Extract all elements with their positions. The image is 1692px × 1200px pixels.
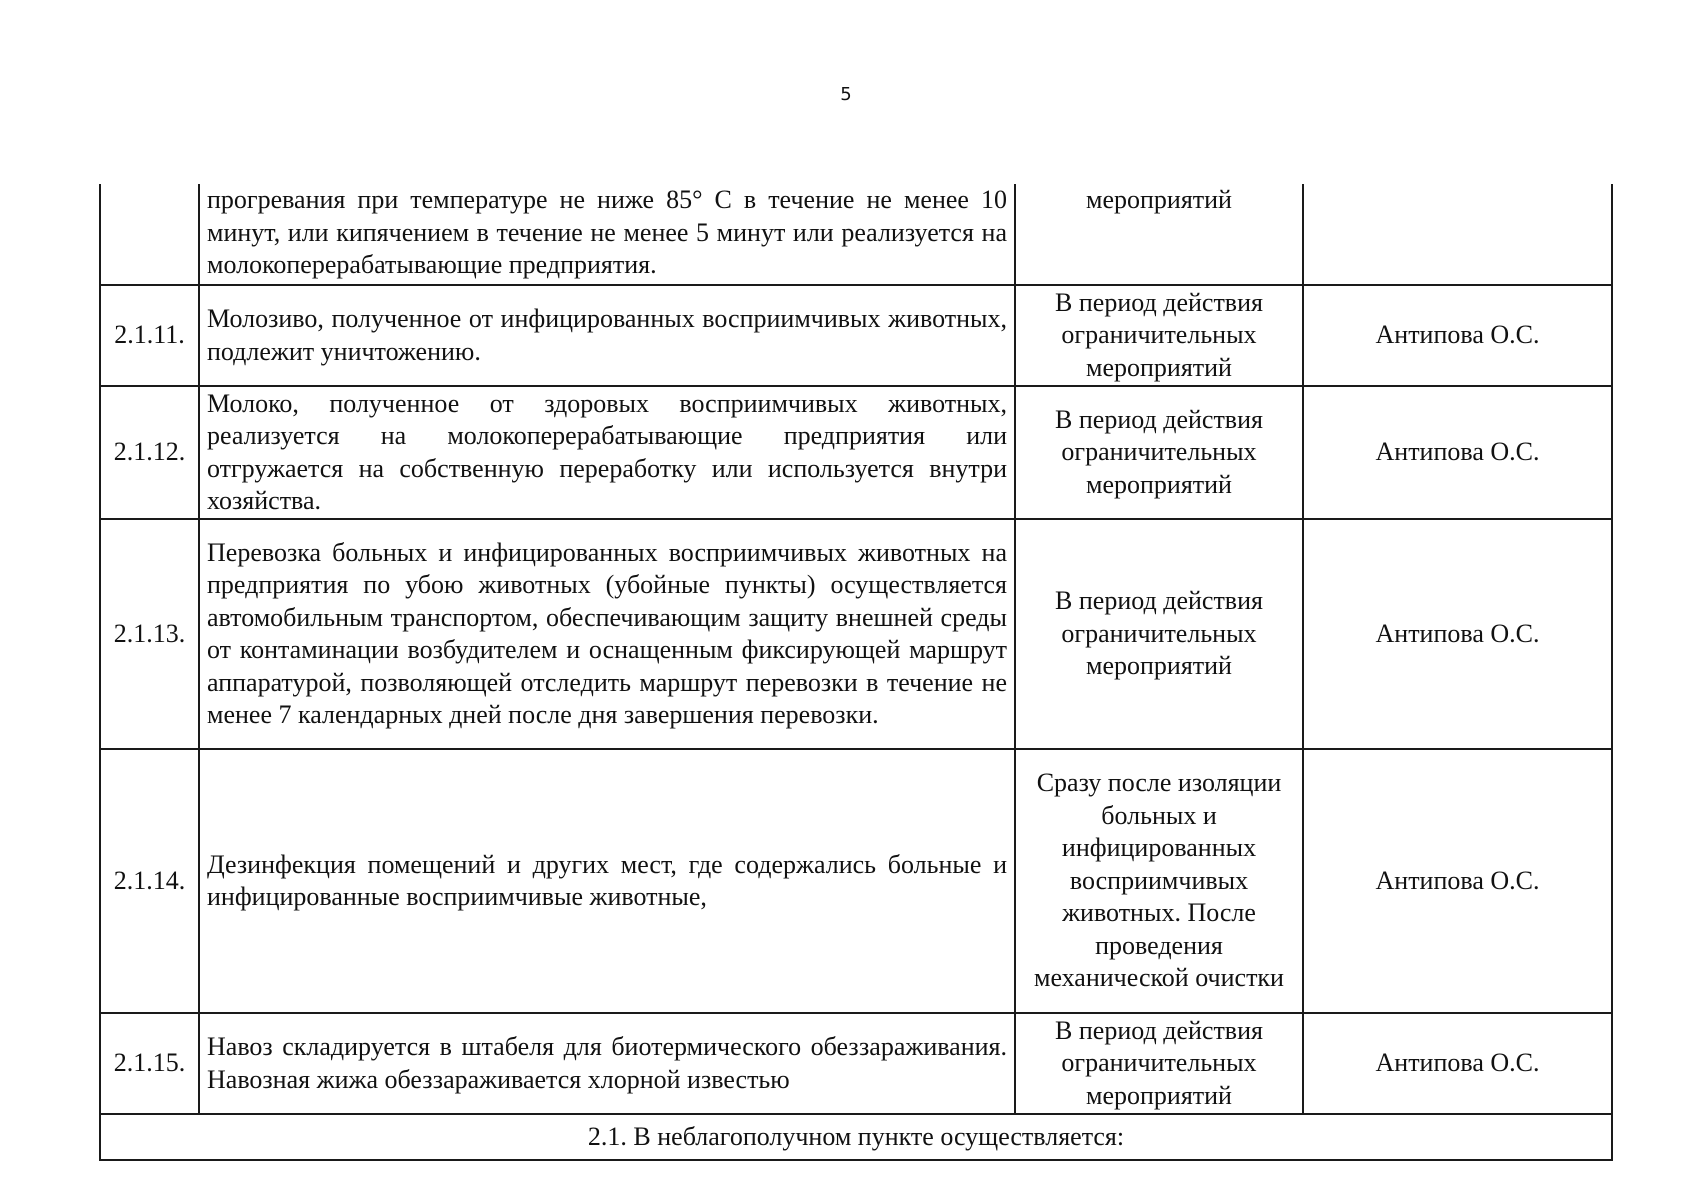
item-number-cell: 2.1.13. [100,519,199,749]
item-number-cell: 2.1.12. [100,386,199,519]
item-number-cell: 2.1.15. [100,1013,199,1114]
item-number-cell: 2.1.14. [100,749,199,1013]
table-row [100,1013,1612,1114]
table-row [100,519,1612,749]
section-heading: 2.1. В неблагополучном пункте осуществляется: [100,1114,1612,1160]
term-cell: В период действия ограничительных мероприятий [1015,1013,1303,1114]
measure-text-cell: Молозиво, полученное от инфицированных восприимчивых животных, подлежит уничтожению. [199,285,1015,386]
responsible-cell: Антипова О.С. [1303,386,1612,519]
term-cell: В период действия ограничительных мероприятий [1015,519,1303,749]
table-row [100,285,1612,386]
responsible-cell [1303,184,1612,285]
item-number-cell [100,184,199,285]
table-row [100,184,1612,285]
term-cell: В период действия ограничительных мероприятий [1015,386,1303,519]
table-row [100,386,1612,519]
term-cell: В период действия ограничительных мероприятий [1015,285,1303,386]
page-number: 5 [840,84,852,105]
term-cell: мероприятий [1015,184,1303,285]
measures-table [99,184,1613,1161]
measure-text-cell: Дезинфекция помещений и других мест, где содержались больные и инфицированные восприимчивые животные, [199,749,1015,1013]
responsible-cell: Антипова О.С. [1303,1013,1612,1114]
measure-text-cell: прогревания при температуре не ниже 85° С в течение не менее 10 минут, или кипячением в течение не менее 5 минут или реализуется на молокоперерабатывающие предприятия. [199,184,1015,285]
measure-text-cell: Молоко, полученное от здоровых восприимчивых животных, реализуется на молокоперерабатывающие предприятия или отгружается на собственную переработку или используется внутри хозяйства. [199,386,1015,519]
measure-text-cell: Навоз складируется в штабеля для биотермического обеззараживания. Навозная жижа обеззараживается хлорной известью [199,1013,1015,1114]
section-heading-row [100,1114,1612,1160]
responsible-cell: Антипова О.С. [1303,519,1612,749]
item-number-cell: 2.1.11. [100,285,199,386]
term-cell: Сразу после изоляции больных и инфицированных восприимчивых животных. После проведения механической очистки [1015,749,1303,1013]
responsible-cell: Антипова О.С. [1303,749,1612,1013]
responsible-cell: Антипова О.С. [1303,285,1612,386]
table-row [100,749,1612,1013]
measure-text-cell: Перевозка больных и инфицированных восприимчивых животных на предприятия по убою животных (убойные пункты) осуществляется автомобильным транспортом, обеспечивающим защиту внешней среды от контаминации возбудителем и оснащенным фиксирующей маршрут аппаратурой, позволяющей отследить маршрут перевозки в течение не менее 7 календарных дней после дня завершения перевозки. [199,519,1015,749]
